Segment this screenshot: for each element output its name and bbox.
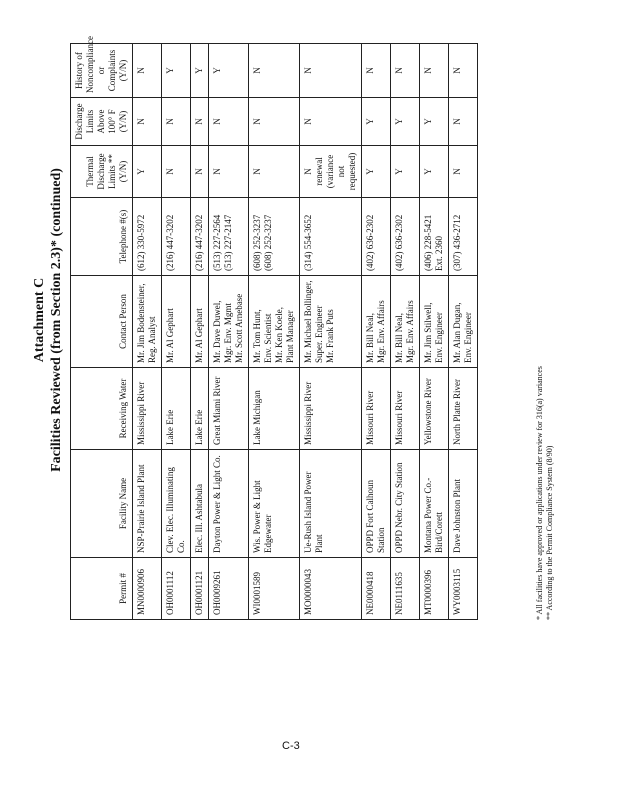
header-history: History of Noncompliance or Complaints (Y/N) [71, 44, 133, 98]
contact-cell [191, 276, 209, 368]
page-title: Attachment C [32, 277, 47, 363]
facility-cell: Wis. Power & Light Edgewater [249, 450, 300, 558]
table-row [449, 44, 478, 620]
thermal-cell-line: N [303, 168, 313, 175]
thermal-cell [362, 146, 391, 198]
permit-cell: MN0000906 [133, 558, 162, 620]
contact-cell [420, 276, 449, 368]
thermal-cell [300, 146, 362, 198]
permit-cell: NE0000418 [362, 558, 391, 620]
phone-cell [249, 198, 300, 276]
phone-cell [133, 198, 162, 276]
facilities-table [70, 36, 478, 620]
header-facility: Facility Name [71, 450, 133, 558]
contact-cell-line: Super. Engineer [314, 305, 324, 363]
thermal-cell-line: N [212, 168, 222, 175]
page-subtitle: Facilities Reviewed (from Section 2.3)* (continued) [49, 168, 64, 472]
above100-cell: N [249, 98, 300, 146]
table-row [362, 44, 391, 620]
contact-cell [249, 276, 300, 368]
contact-cell [449, 276, 478, 368]
contact-cell-line: Mgr. Env. Affairs [376, 300, 386, 363]
facility-cell: OPPD Fort Calhoun Station [362, 450, 391, 558]
facility-cell: NSP-Prairie Island Plant [133, 450, 162, 558]
permit-cell: MO0000043 [300, 558, 362, 620]
contact-cell-line: Mr. Bill Neal, [394, 313, 404, 363]
history-cell: N [391, 44, 420, 98]
thermal-cell [209, 146, 249, 198]
history-cell: Y [209, 44, 249, 98]
phone-cell-line: (513) 227-2147 [223, 214, 233, 271]
header-thermal: Thermal Discharge Limits ** (Y/N) [71, 146, 133, 198]
thermal-cell [191, 146, 209, 198]
history-cell: N [300, 44, 362, 98]
above100-cell: Y [420, 98, 449, 146]
water-cell: Lake Erie [191, 368, 209, 450]
contact-cell-line: Env. Scientist [263, 313, 273, 363]
water-cell: Lake Michigan [249, 368, 300, 450]
thermal-cell-line: N [194, 168, 204, 175]
thermal-cell-line: (variance not [325, 154, 346, 189]
phone-cell-line: (314) 554-3652 [303, 214, 313, 271]
table-row [391, 44, 420, 620]
thermal-cell-line: N [165, 168, 175, 175]
contact-cell [209, 276, 249, 368]
contact-cell [162, 276, 191, 368]
facility-cell: Elec. Ill. Ashtabula [191, 450, 209, 558]
phone-cell-line: (216) 447-3202 [165, 214, 175, 271]
contact-cell-line: Mr. Jim Stilwell, [423, 302, 433, 363]
thermal-cell-line: Y [136, 168, 146, 175]
facility-cell: Clev. Elec. Illuminating Co. [162, 450, 191, 558]
table-row [209, 44, 249, 620]
contact-cell-line: Mr. Tom Hunt, [252, 309, 262, 363]
header-above100: Discharge Limits Above 100° F (Y/N) [71, 98, 133, 146]
phone-cell [420, 198, 449, 276]
contact-cell-line: Mr. Frank Puts [325, 309, 335, 363]
history-cell: N [249, 44, 300, 98]
history-cell: N [133, 44, 162, 98]
thermal-cell-line: Y [394, 168, 404, 175]
water-cell: Missouri River [362, 368, 391, 450]
above100-cell: N [162, 98, 191, 146]
contact-cell [391, 276, 420, 368]
facility-cell: OPPD Nebr. City Station [391, 450, 420, 558]
history-cell: N [420, 44, 449, 98]
table-header-row [71, 44, 133, 620]
thermal-cell-line: requested) [347, 152, 357, 191]
phone-cell [209, 198, 249, 276]
above100-cell: N [191, 98, 209, 146]
phone-cell-line: (513) 227-2564 [212, 214, 222, 271]
facility-cell: Montana Power Co.-Bird/Corett [420, 450, 449, 558]
contact-cell-line: Mr. Bill Neal, [365, 313, 375, 363]
above100-cell: N [300, 98, 362, 146]
contact-cell-line: Reg. Analyst [147, 316, 157, 363]
contact-cell [362, 276, 391, 368]
above100-cell: N [449, 98, 478, 146]
above100-cell: N [209, 98, 249, 146]
thermal-cell [249, 146, 300, 198]
permit-cell: WY0003115 [449, 558, 478, 620]
history-cell: Y [191, 44, 209, 98]
water-cell: Mississippi River [133, 368, 162, 450]
thermal-cell [449, 146, 478, 198]
header-permit: Permit # [71, 558, 133, 620]
phone-cell [191, 198, 209, 276]
header-contact: Contact Person [71, 276, 133, 368]
permit-cell: NE0111635 [391, 558, 420, 620]
header-water: Receiving Water [71, 368, 133, 450]
table-row [300, 44, 362, 620]
contact-cell-line: Mr. Michael Bollinger, [303, 280, 313, 363]
water-cell: Great Miami River [209, 368, 249, 450]
facility-cell: Dave Johnston Plant [449, 450, 478, 558]
phone-cell-line: (307) 436-2712 [452, 214, 462, 271]
above100-cell: Y [391, 98, 420, 146]
thermal-cell [133, 146, 162, 198]
thermal-cell-line: Y [423, 168, 433, 175]
phone-cell [362, 198, 391, 276]
thermal-cell [420, 146, 449, 198]
permit-cell: OH0001112 [162, 558, 191, 620]
table-row [133, 44, 162, 620]
footnote: * All facilities have approved or applications under review for 316(a) variances [535, 366, 544, 620]
water-cell: Lake Erie [162, 368, 191, 450]
footnote: ** According to the Permit Compliance System (8/90) [545, 445, 554, 620]
phone-cell [391, 198, 420, 276]
thermal-cell-line: Y [365, 168, 375, 175]
water-cell: North Platte River [449, 368, 478, 450]
phone-cell-line: Ext. 2360 [434, 236, 444, 271]
above100-cell: Y [362, 98, 391, 146]
table-row [191, 44, 209, 620]
phone-cell-line: (216) 447-3202 [194, 214, 204, 271]
phone-cell-line: (612) 330-5972 [136, 214, 146, 271]
permit-cell: OH0009261 [209, 558, 249, 620]
history-cell: N [449, 44, 478, 98]
phone-cell [162, 198, 191, 276]
permit-cell: WI0001589 [249, 558, 300, 620]
thermal-cell [162, 146, 191, 198]
water-cell: Yellowstone River [420, 368, 449, 450]
table-row [162, 44, 191, 620]
header-phone: Telephone #(s) [71, 198, 133, 276]
water-cell: Mississippi River [300, 368, 362, 450]
above100-cell: N [133, 98, 162, 146]
phone-cell-line: (402) 636-2302 [365, 214, 375, 271]
phone-cell [449, 198, 478, 276]
contact-cell-line: Mr. Al Gephart [194, 308, 204, 363]
permit-cell: OH0001121 [191, 558, 209, 620]
contact-cell-line: Mgr. Env. Mgmt [223, 303, 233, 363]
thermal-cell-line: N [252, 168, 262, 175]
contact-cell-line: Mr. Scott Arnebase [234, 293, 244, 363]
contact-cell [300, 276, 362, 368]
contact-cell-line: Mr. Al Gephart [165, 308, 175, 363]
thermal-cell [391, 146, 420, 198]
contact-cell-line: Env. Engineer [434, 312, 444, 363]
permit-cell: MT0000396 [420, 558, 449, 620]
contact-cell-line: Mr. Alan Dugan, [452, 302, 462, 363]
history-cell: N [362, 44, 391, 98]
facility-cell: Ue-Rush Island Power Plant [300, 450, 362, 558]
contact-cell-line: Env. Engineer [463, 312, 473, 363]
thermal-cell-line: renewal [314, 157, 324, 186]
table-body [133, 44, 478, 620]
history-cell: Y [162, 44, 191, 98]
contact-cell-line: Mr. Ken Koele, [274, 307, 284, 363]
phone-cell-line: (608) 252-3237 [263, 214, 273, 271]
contact-cell-line: Mr. Jim Bodensteiner, [136, 283, 146, 363]
contact-cell-line: Plant Manager [285, 310, 295, 363]
water-cell: Missouri River [391, 368, 420, 450]
thermal-cell-line: N [452, 168, 462, 175]
phone-cell-line: (406) 228-5421 [423, 214, 433, 271]
phone-cell [300, 198, 362, 276]
phone-cell-line: (608) 252-3237 [252, 214, 262, 271]
page-number: C-3 [282, 740, 300, 752]
table-row [420, 44, 449, 620]
table-row [249, 44, 300, 620]
phone-cell-line: (402) 636-2302 [394, 214, 404, 271]
contact-cell [133, 276, 162, 368]
facility-cell: Dayton Power & Light Co. [209, 450, 249, 558]
contact-cell-line: Mr. Dave Duwel, [212, 300, 222, 363]
contact-cell-line: Mgr. Env. Affairs [405, 300, 415, 363]
